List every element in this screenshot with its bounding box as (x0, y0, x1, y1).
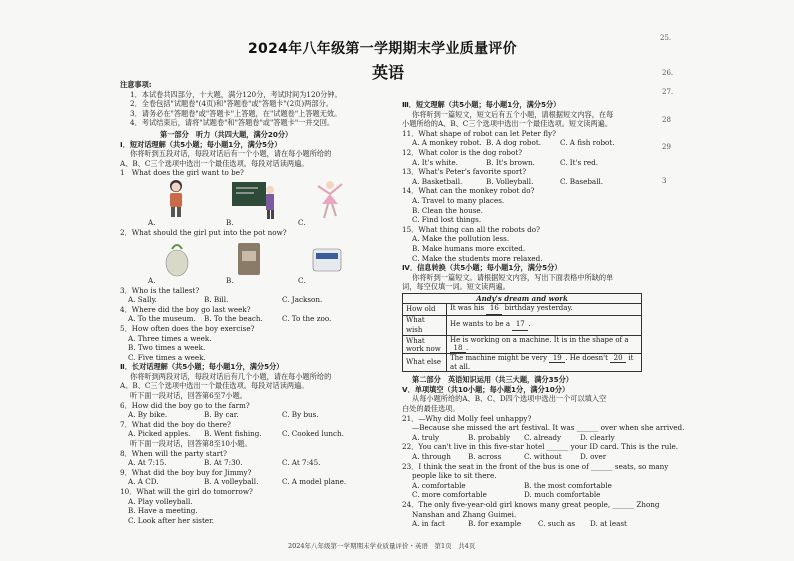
side-number: 3 (662, 177, 667, 185)
table-row (403, 336, 642, 354)
q1-picture-row (120, 178, 390, 228)
sec5-heading: Ⅴ．单项填空（共10小题；每小题1分，满分10分） (402, 384, 570, 394)
question-13: 13．What's Peter's favorite sport? (402, 167, 527, 177)
q24-option-a[interactable]: A. in fact (412, 519, 445, 529)
question-11: 11．What shape of robot can let Peter fly? (402, 128, 556, 138)
side-number: 27. (662, 88, 674, 96)
blank-20[interactable]: 20 (610, 354, 626, 363)
row-content (447, 304, 642, 316)
q24-options (402, 519, 652, 529)
girl-figure-icon (156, 178, 196, 220)
q2-picture-row (120, 238, 390, 286)
q21-option-a[interactable]: A. truly (412, 432, 440, 442)
side-number: 26. (662, 69, 674, 77)
q23-option-c[interactable]: C. more comfortable (412, 490, 487, 500)
q15-option-c[interactable]: C. Make the students more relaxed. (412, 253, 543, 263)
q4-option-c[interactable]: C. To the zoo. (282, 314, 332, 324)
q22-option-a[interactable]: A. through (412, 452, 451, 461)
q9-option-b[interactable]: B. A volleyball. (204, 477, 259, 487)
q22-option-b[interactable]: B. across (468, 452, 502, 461)
q10-option-b[interactable]: B. Have a meeting. (128, 506, 198, 516)
q22-option-d[interactable]: D. over (580, 452, 607, 461)
side-number: 25. (660, 34, 672, 42)
row-label: What else (403, 354, 447, 372)
q11-option-a[interactable]: A. A monkey robot. (412, 138, 482, 148)
q6-options (120, 410, 390, 420)
q3-option-b[interactable]: B. Bill. (204, 295, 229, 305)
q6-option-b[interactable]: B. By car. (204, 410, 239, 420)
q10-option-a[interactable]: A. Play volleyball. (128, 496, 193, 506)
q4-option-a[interactable]: A. To the museum. (128, 314, 196, 324)
question-10: 10．What will the girl do tomorrow? (120, 487, 253, 496)
q6-option-a[interactable]: A. By bike. (128, 410, 168, 420)
question-5: 5．How often does the boy exercise? (120, 323, 255, 333)
row-content (447, 354, 642, 372)
q12-option-a[interactable]: A. It's white. (412, 157, 458, 167)
part1-heading: 第一部分 听力（共四大题，满分20分） (160, 129, 293, 139)
q23-option-d[interactable]: D. much comfortable (524, 490, 601, 500)
sec4-heading: Ⅳ．信息转换（共5小题；每小题1分，满分5分） (402, 263, 562, 273)
side-number: 28 (662, 116, 671, 124)
question-1: 1 What does the girl want to be? (120, 168, 244, 178)
q21-option-c[interactable]: C. already (524, 432, 562, 442)
q23-options-row1 (402, 481, 652, 491)
sec5-desc: 白处的最佳选项。 (402, 404, 460, 414)
question-24-line2: Nanshan and Zhang Guimei. (412, 509, 517, 519)
q24-option-b[interactable]: B. for example (468, 519, 522, 529)
q9-option-a[interactable]: A. A CD. (128, 477, 159, 487)
row-label: What work now (403, 336, 447, 354)
question-3: 3．Who is the tallest? (120, 285, 200, 295)
subject-title: 英语 (372, 63, 405, 82)
notes-item: 1．本试卷共四部分，十大题，满分120分，考试时间为120分钟。 (130, 89, 342, 99)
q24-option-d[interactable]: D. at least (590, 519, 627, 529)
sec4-desc: 词，每空仅填一词。短文读两遍。 (402, 282, 510, 292)
question-4: 4．Where did the boy go last week? (120, 304, 251, 314)
question-21-line2: —Because she missed the art festival. It was ______ over when she arrived. (412, 423, 685, 433)
question-24: 24．The only five-year-old girl knows many great people, ______ Zhong (402, 499, 660, 509)
row-text: it at all. (450, 354, 634, 372)
info-table (402, 293, 642, 372)
q7-option-a[interactable]: A. Picked apples. (128, 429, 191, 439)
table-row (403, 354, 642, 372)
question-8: 8．When will the party start? (120, 448, 227, 458)
blank-16[interactable]: 16 (486, 304, 502, 315)
q21-options (402, 433, 652, 443)
q22-option-c[interactable]: C. without (524, 452, 562, 461)
q9-option-c[interactable]: C. A model plane. (282, 477, 347, 487)
part2-heading: 第二部分 英语知识运用（共三大题，满分35分） (412, 375, 573, 385)
question-6: 6．How did the boy go to the farm? (120, 400, 250, 410)
notes-item: 2．全卷包括"试题卷"(4页)和"答题卷"或"答题卡"(2页)两部分。 (130, 99, 333, 109)
row-content (447, 336, 642, 354)
row-text: He wants to be a (450, 320, 511, 329)
question-15: 15．What thing can all the robots do? (402, 224, 540, 234)
question-2: 2．What should the girl put into the pot now? (120, 227, 287, 237)
q7-option-b[interactable]: B. Went fishing. (204, 429, 262, 439)
q23-options-row2 (402, 490, 652, 500)
row-label: How old (403, 304, 447, 316)
q2-option-a[interactable]: A. (148, 275, 156, 285)
table-header: Andy's dream and work (403, 293, 642, 304)
sec2-heading: Ⅱ．长对话理解（共5小题；每小题1分，满分5分） (120, 362, 284, 372)
q8-option-c[interactable]: C. At 7:45. (282, 458, 321, 468)
row-label: What wish (403, 316, 447, 336)
sec2-desc: 听下面一段对话，回答第6至7小题。 (130, 391, 247, 401)
row-content (447, 316, 642, 336)
q24-option-c[interactable]: C. such as (538, 519, 576, 529)
salt-bag-icon (310, 238, 344, 280)
q13-option-a[interactable]: A. Basketball. (412, 176, 463, 186)
q23-option-b[interactable]: B. the most comfortable (524, 480, 612, 490)
row-text: . (466, 344, 469, 353)
q12-option-c[interactable]: C. It's red. (560, 157, 599, 167)
sec2-desc: 听下面一段对话，回答第8至10小题。 (130, 439, 252, 449)
q5-option-b[interactable]: B. Two times a week. (128, 343, 206, 353)
table-row (403, 316, 642, 336)
notes-heading: 注意事项: (120, 80, 152, 89)
question-9: 9．What did the boy buy for Jimmy? (120, 467, 252, 477)
q11-option-b[interactable]: B. A dog robot. (486, 138, 542, 148)
sec2-desc: A、B、C三个选项中选出一个最佳选项。每段对话读两遍。 (120, 381, 309, 391)
q12-options (402, 158, 652, 168)
left-column (120, 80, 390, 525)
q3-option-a[interactable]: A. Sally. (128, 295, 157, 305)
q8-options (120, 458, 390, 468)
q8-option-b[interactable]: B. At 7:30. (204, 458, 243, 468)
sec2-desc: 你将听到两段对话，每段对话后有几个小题，请在每小题所给的 (130, 371, 332, 381)
q2-option-c[interactable]: C. (298, 275, 306, 285)
sec1-desc: A、B、C三个选项中选出一个最佳选项。每段对话读两遍。 (120, 158, 309, 168)
q15-option-a[interactable]: A. Make the pollution less. (412, 234, 510, 244)
q7-option-c[interactable]: C. Cooked lunch. (282, 429, 344, 439)
page-footer: 2024年八年级第一学期期末学业质量评价・英语 第1页 共4页 (288, 542, 476, 550)
q14-option-a[interactable]: A. Travel to many places. (412, 195, 505, 205)
row-text: The machine might be very (450, 354, 548, 363)
table-row (403, 304, 642, 316)
vegetable-icon (160, 238, 194, 280)
q4-options (120, 314, 390, 324)
flour-bag-icon (234, 238, 266, 280)
notes-item: 3．请务必在"答题卷"或"答题卡"上答题，在"试题卷"上答题无效。 (130, 108, 342, 118)
notes-item: 4．考试结束后，请将"试题卷"和"答题卷"或"答题卡"一并交回。 (130, 118, 335, 128)
question-21: 21．—Why did Molly feel unhappy? (402, 413, 532, 423)
q13-option-c[interactable]: C. Baseball. (560, 176, 604, 186)
row-text: birthday yesterday. (504, 304, 573, 313)
q22-options (402, 452, 652, 462)
q1-option-a[interactable]: A. (148, 217, 156, 227)
q4-option-b[interactable]: B. To the beach. (204, 314, 263, 324)
q23-option-a[interactable]: A. comfortable (412, 480, 466, 490)
q12-option-b[interactable]: B. It's brown. (486, 157, 535, 167)
q2-option-b[interactable]: B. (226, 275, 234, 285)
q9-options (120, 477, 390, 487)
q11-options (402, 138, 652, 148)
q14-option-b[interactable]: B. Clean the house. (412, 205, 483, 215)
q1-option-c[interactable]: C. (298, 217, 306, 227)
sec3-desc: 小题所给的A、B、C三个选项中选出一个最佳选项。短文读两遍。 (402, 119, 613, 129)
q13-options (402, 177, 652, 187)
blank-18[interactable]: 18 (450, 344, 466, 353)
question-12: 12．What color is the dog robot? (402, 147, 523, 157)
dancer-icon (310, 178, 350, 220)
q7-options (120, 429, 390, 439)
q11-option-c[interactable]: C. A fish robot. (560, 138, 615, 148)
question-23: 23．I think the seat in the front of the bus is one of ______ seats, so many (402, 461, 669, 471)
row-text: It was his (450, 304, 485, 313)
question-14: 14．What can the monkey robot do? (402, 186, 535, 196)
q3-options (120, 295, 390, 305)
row-text: . He doesn't (565, 354, 608, 363)
sec1-desc: 你将听到五段对话，每段对话后有一个小题，请在每小题所给的 (130, 149, 332, 159)
q13-option-b[interactable]: B. Volleyball. (486, 176, 534, 186)
q21-option-d[interactable]: D. clearly (580, 432, 615, 442)
q8-option-a[interactable]: A. At 7:15. (128, 458, 167, 468)
sec3-desc: 你将听到一篇短文，短文后有五个小题，请根据短文内容，在每 (412, 109, 614, 119)
q3-option-c[interactable]: C. Jackson. (282, 295, 323, 305)
q14-option-c[interactable]: C. Find lost things. (412, 215, 482, 225)
row-text: He is working on a machine. It is in the shape of a (450, 336, 629, 345)
sec1-heading: Ⅰ．短对话理解（共5小题；每小题1分，满分5分） (120, 139, 282, 149)
blackboard-icon (230, 178, 278, 220)
sec5-desc: 从每小题所给的A、B、C、D四个选项中选出一个可以填入空 (412, 394, 607, 404)
question-7: 7．What did the boy do there? (120, 419, 231, 429)
exam-title: 2024年八年级第一学期期末学业质量评价 (248, 41, 517, 57)
sec4-desc: 你将听到一篇短文。请根据短文内容，写出下面表格中所缺的单 (412, 272, 614, 282)
question-22: 22．You can't live in this five-star hotel ______ your ID card. This is the rule. (402, 442, 679, 452)
q10-option-c[interactable]: C. Look after her sister. (128, 515, 215, 525)
q5-option-a[interactable]: A. Three times a week. (128, 333, 212, 343)
q1-option-b[interactable]: B. (226, 217, 234, 227)
question-23-line2: people like to sit there. (412, 471, 497, 481)
blank-17[interactable]: 17 (512, 320, 528, 331)
row-text: . (528, 320, 531, 329)
q21-option-b[interactable]: B. probably (468, 432, 511, 442)
q5-option-c[interactable]: C. Five times a week. (128, 352, 206, 362)
side-number: 29 (662, 143, 671, 151)
blank-19[interactable]: 19 (549, 354, 565, 363)
q15-option-b[interactable]: B. Make humans more excited. (412, 243, 526, 253)
q6-option-c[interactable]: C. By bus. (282, 410, 319, 420)
sec3-heading: Ⅲ．短文理解（共5小题；每小题1分，满分5分） (402, 100, 561, 109)
